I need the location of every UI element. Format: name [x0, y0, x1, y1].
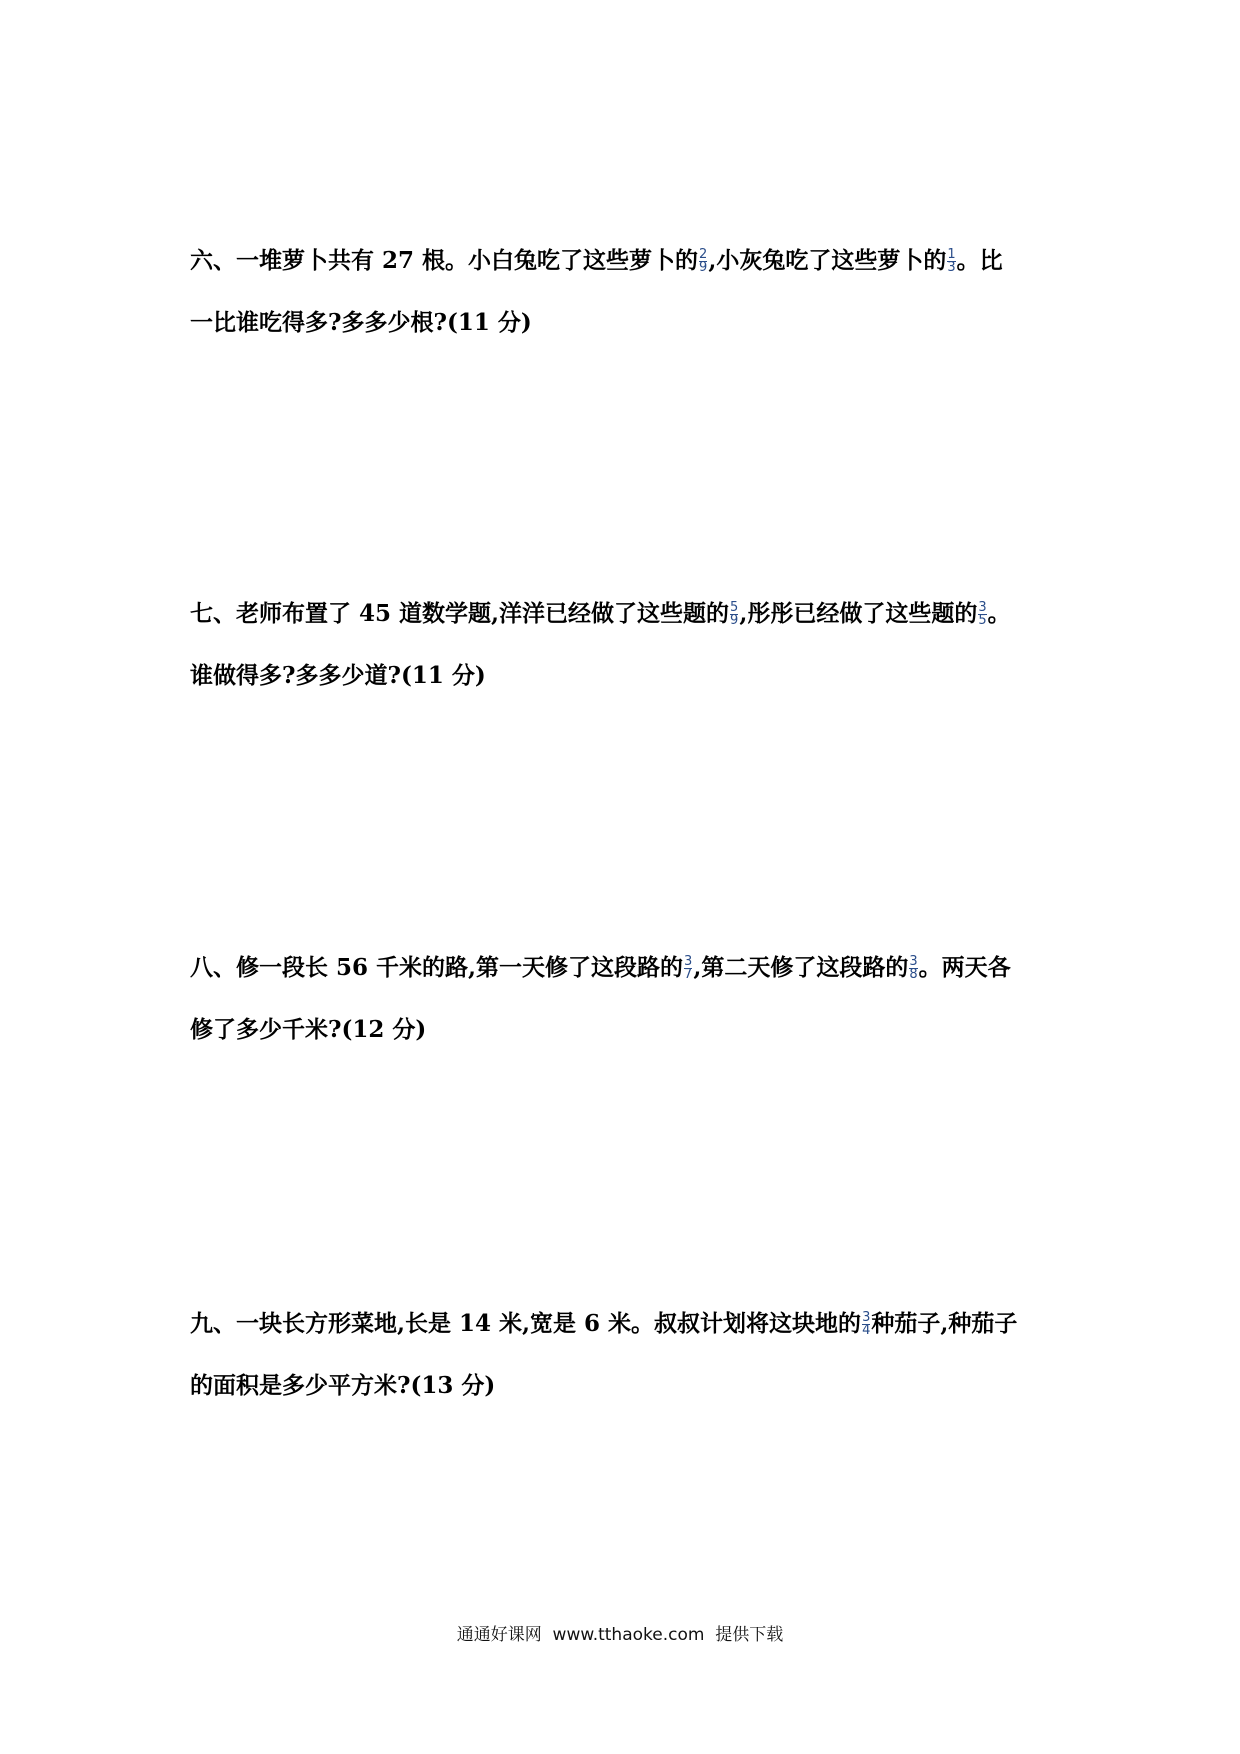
fraction-numerator: 1	[947, 246, 956, 262]
fraction	[947, 246, 956, 275]
question-9-text-a: 九、一块长方形菜地,长是 14 米,宽是 6 米。叔叔计划将这块地的	[190, 1310, 862, 1337]
fraction-denominator: 9	[730, 612, 739, 628]
question-6-text-a: 六、一堆萝卜共有 27 根。小白兔吃了这些萝卜的	[190, 247, 699, 274]
question-7-text-c: 。	[987, 600, 1011, 627]
fraction	[730, 599, 739, 628]
question-9-text-b: 种茄子,种茄子	[871, 1310, 1018, 1337]
question-8-line-1	[190, 953, 1011, 983]
fraction	[978, 599, 987, 628]
question-7-line-1	[190, 599, 1011, 629]
fraction-numerator: 3	[862, 1309, 871, 1325]
question-6-text-c: 。比	[956, 247, 1003, 274]
fraction-denominator: 8	[909, 966, 918, 982]
footer-credit: 通通好课网 www.tthaoke.com 提供下载	[456, 1625, 784, 1645]
fraction-denominator: 3	[947, 259, 956, 275]
fraction-denominator: 4	[862, 1322, 871, 1338]
fraction-numerator: 3	[978, 599, 987, 615]
question-9-line-2: 的面积是多少平方米?(13 分)	[190, 1372, 496, 1399]
question-8-text-c: 。两天各	[918, 954, 1011, 981]
fraction-denominator: 5	[978, 612, 987, 628]
question-8-text-b: ,第二天修了这段路的	[693, 954, 909, 981]
fraction-denominator: 7	[684, 966, 693, 982]
fraction-numerator: 3	[684, 953, 693, 969]
question-7-line-2: 谁做得多?多多少道?(11 分)	[190, 662, 486, 689]
fraction-numerator: 2	[699, 246, 708, 262]
fraction	[909, 953, 918, 982]
question-7-text-b: ,彤彤已经做了这些题的	[739, 600, 978, 627]
fraction	[699, 246, 708, 275]
fraction	[862, 1309, 871, 1338]
question-7-text-a: 七、老师布置了 45 道数学题,洋洋已经做了这些题的	[190, 600, 730, 627]
fraction-numerator: 5	[730, 599, 739, 615]
question-6-line-2: 一比谁吃得多?多多少根?(11 分)	[190, 309, 532, 336]
fraction	[684, 953, 693, 982]
question-8-line-2: 修了多少千米?(12 分)	[190, 1016, 427, 1043]
question-6-text-b: ,小灰兔吃了这些萝卜的	[708, 247, 947, 274]
fraction-numerator: 3	[909, 953, 918, 969]
question-6-line-1	[190, 246, 1003, 276]
fraction-denominator: 9	[699, 259, 708, 275]
question-8-text-a: 八、修一段长 56 千米的路,第一天修了这段路的	[190, 954, 684, 981]
question-9-line-1	[190, 1309, 1017, 1339]
